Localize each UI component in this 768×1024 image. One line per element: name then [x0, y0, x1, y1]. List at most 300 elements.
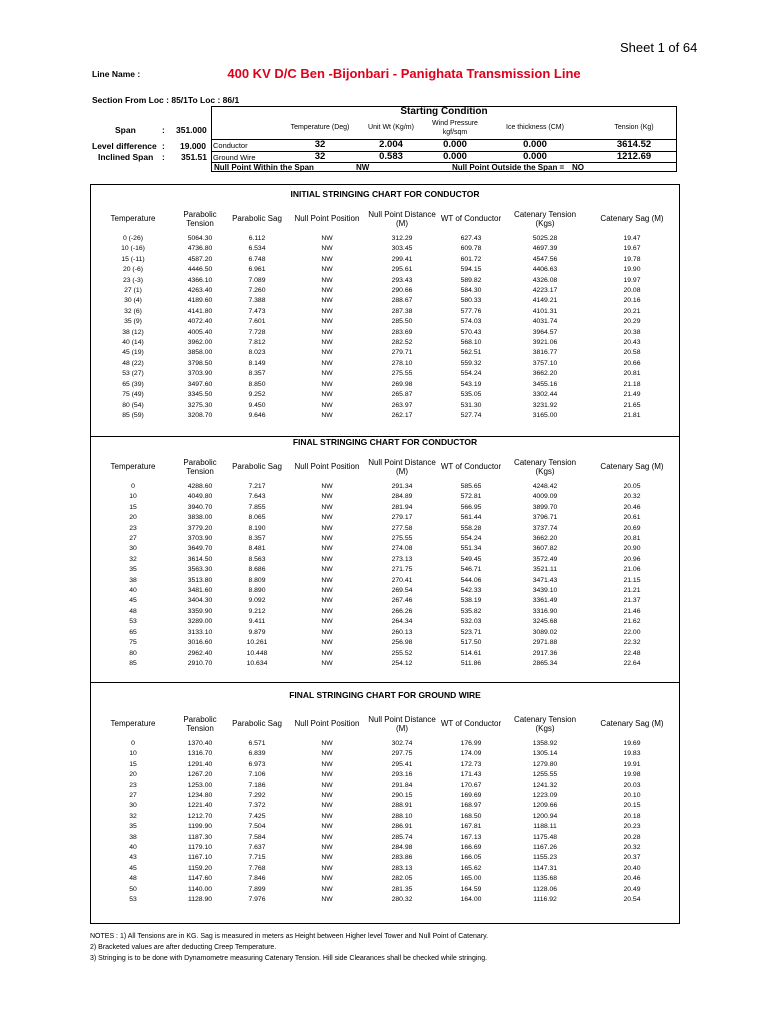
cell-catenary-tension: 3757.10	[532, 359, 558, 367]
cell-parabolic-sag: 8.481	[248, 545, 266, 553]
table-row	[92, 843, 678, 853]
cell-null-point-position: NW	[321, 597, 333, 605]
cell-temperature: 35 (9)	[124, 318, 142, 326]
cell-wt-of-conductor: 570.43	[460, 328, 482, 336]
cell-temperature: 30 (4)	[124, 297, 142, 305]
cell-null-point-distance: 277.58	[391, 524, 413, 532]
cell-wt-of-conductor: 543.19	[460, 380, 482, 388]
cell-catenary-tension: 3455.16	[532, 380, 558, 388]
cell-null-point-distance: 266.26	[391, 607, 413, 615]
header-row	[92, 204, 678, 234]
cell-temperature: 10	[129, 750, 137, 758]
cell-null-point-position: NW	[321, 628, 333, 636]
cell-catenary-sag: 22.32	[623, 639, 641, 647]
cell-catenary-sag: 20.37	[623, 854, 641, 862]
cell-null-point-position: NW	[321, 771, 333, 779]
cell-temperature: 23	[129, 781, 137, 789]
cell-wt-of-conductor: 577.76	[460, 307, 482, 315]
cell-parabolic-sag: 7.473	[248, 307, 266, 315]
header-row	[92, 709, 678, 739]
cell-null-point-position: NW	[321, 566, 333, 574]
cell-temperature: 40	[129, 844, 137, 852]
column-header-temperature: Temperature	[110, 462, 156, 472]
table-row	[92, 265, 678, 275]
cell-parabolic-tension: 1234.80	[187, 792, 213, 800]
table-row	[92, 348, 678, 358]
cell-null-point-distance: 283.69	[391, 328, 413, 336]
cell-catenary-tension: 1209.66	[532, 802, 558, 810]
cell-null-point-distance: 312.29	[391, 235, 413, 242]
note-2: 2) Bracketed values are after deducting Creep Temperature.	[90, 944, 277, 951]
cell-parabolic-tension: 4366.10	[187, 276, 213, 284]
cell-null-point-distance: 293.43	[391, 276, 413, 284]
table-row	[92, 255, 678, 265]
cell-temperature: 45	[129, 597, 137, 605]
cell-catenary-tension: 3439.10	[532, 587, 558, 595]
cell-parabolic-tension: 2910.70	[187, 659, 213, 667]
cell-catenary-tension: 3737.74	[532, 524, 558, 532]
cell-catenary-tension: 3899.70	[532, 503, 558, 511]
cell-temperature: 45 (19)	[122, 349, 144, 357]
cell-null-point-position: NW	[321, 328, 333, 336]
cell-null-point-position: NW	[321, 750, 333, 758]
cell-catenary-sag: 20.58	[623, 349, 641, 357]
cell-null-point-position: NW	[321, 740, 333, 747]
cell-wt-of-conductor: 559.32	[460, 359, 482, 367]
cell-wt-of-conductor: 572.81	[460, 493, 482, 501]
cell-temperature: 53 (27)	[122, 370, 144, 378]
cell-parabolic-sag: 6.748	[248, 255, 266, 263]
cell-null-point-distance: 278.10	[391, 359, 413, 367]
cell-catenary-tension: 4697.39	[532, 245, 558, 253]
column-header-catenary-sag: Catenary Sag (M)	[600, 462, 664, 472]
cell-parabolic-sag: 7.846	[248, 875, 266, 883]
cell-temperature: 15	[129, 503, 137, 511]
cell-parabolic-tension: 3481.60	[187, 587, 213, 595]
cell-parabolic-tension: 4288.60	[187, 483, 213, 490]
cell-parabolic-sag: 9.646	[248, 411, 266, 419]
cell-catenary-sag: 19.97	[623, 276, 641, 284]
cell-wt-of-conductor: 174.09	[460, 750, 482, 758]
cell-parabolic-sag: 6.534	[248, 245, 266, 253]
cell-null-point-position: NW	[321, 823, 333, 831]
table-row	[92, 296, 678, 306]
cell-null-point-position: NW	[321, 401, 333, 409]
cell-parabolic-tension: 3133.10	[187, 628, 213, 636]
table-row	[92, 822, 678, 832]
cell-wt-of-conductor: 554.24	[460, 370, 482, 378]
cell-temperature: 32	[129, 812, 137, 820]
cell-null-point-distance: 271.75	[391, 566, 413, 574]
cell-parabolic-tension: 1291.40	[187, 760, 213, 768]
cell-temperature: 80	[129, 649, 137, 657]
cell-parabolic-sag: 7.372	[248, 802, 266, 810]
cell-parabolic-tension: 4141.80	[187, 307, 213, 315]
cell-catenary-sag: 20.61	[623, 514, 641, 522]
cell-catenary-tension: 3607.82	[532, 545, 558, 553]
column-header-wt-of-conductor: WT of Conductor	[440, 214, 502, 224]
cell-catenary-tension: 3816.77	[532, 349, 558, 357]
header-temperature: Temperature (Deg)	[290, 124, 350, 131]
cell-parabolic-sag: 7.425	[248, 812, 266, 820]
column-header-temperature: Temperature	[110, 719, 156, 729]
cell-null-point-distance: 281.94	[391, 503, 413, 511]
cell-null-point-distance: 279.17	[391, 514, 413, 522]
cell-null-point-position: NW	[321, 864, 333, 872]
column-header-parabolic-tension: Parabolic Tension	[183, 714, 217, 733]
cell-null-point-distance: 288.67	[391, 297, 413, 305]
cell-parabolic-sag: 10.448	[246, 649, 268, 657]
final-conductor-table	[92, 452, 678, 669]
cell-null-point-position: NW	[321, 545, 333, 553]
cell-catenary-sag: 19.90	[623, 266, 641, 274]
table-row	[92, 276, 678, 286]
cell-catenary-tension: 4248.42	[532, 483, 558, 490]
cell-null-point-distance: 282.52	[391, 339, 413, 347]
cell-null-point-position: NW	[321, 276, 333, 284]
cell-catenary-tension: 1175.48	[532, 833, 558, 841]
cell-catenary-tension: 1241.32	[532, 781, 558, 789]
cell-null-point-distance: 302.74	[391, 740, 413, 747]
column-header-null-point-position: Null Point Position	[294, 462, 360, 472]
cell-parabolic-tension: 3345.50	[187, 391, 213, 399]
cell-parabolic-sag: 7.643	[248, 493, 266, 501]
null-point-within-label: Null Point Within the Span	[214, 163, 314, 172]
cell-null-point-position: NW	[321, 875, 333, 883]
cell-parabolic-sag: 10.261	[246, 639, 268, 647]
cell-null-point-distance: 290.15	[391, 792, 413, 800]
table-row	[92, 596, 678, 606]
cell-catenary-sag: 21.65	[623, 401, 641, 409]
cell-parabolic-sag: 8.890	[248, 587, 266, 595]
column-header-wt-of-conductor: WT of Conductor	[440, 719, 502, 729]
cell-wt-of-conductor: 580.33	[460, 297, 482, 305]
column-header-null-point-position: Null Point Position	[294, 214, 360, 224]
column-header-temperature: Temperature	[110, 214, 156, 224]
table-row	[92, 749, 678, 759]
cell-catenary-tension: 1223.09	[532, 792, 558, 800]
cell-temperature: 38	[129, 576, 137, 584]
cell-wt-of-conductor: 166.69	[460, 844, 482, 852]
cell-null-point-position: NW	[321, 760, 333, 768]
table-row	[92, 401, 678, 411]
cell-null-point-distance: 293.16	[391, 771, 413, 779]
cell-parabolic-sag: 7.768	[248, 864, 266, 872]
cell-wt-of-conductor: 165.00	[460, 875, 482, 883]
table-row	[92, 544, 678, 554]
cell-catenary-tension: 1155.23	[532, 854, 558, 862]
cell-catenary-sag: 21.18	[623, 380, 641, 388]
cell-catenary-sag: 20.03	[623, 781, 641, 789]
cell-catenary-tension: 1116.92	[533, 896, 557, 904]
cell-wt-of-conductor: 609.78	[460, 245, 482, 253]
cell-catenary-tension: 1255.55	[532, 771, 558, 779]
table-row	[92, 369, 678, 379]
cell-catenary-sag: 19.98	[623, 771, 641, 779]
cell-parabolic-sag: 8.563	[248, 555, 266, 563]
cell-temperature: 27	[129, 792, 137, 800]
table-row	[92, 576, 678, 586]
cell-parabolic-tension: 3275.30	[187, 401, 213, 409]
cell-parabolic-tension: 4736.80	[187, 245, 213, 253]
cell-catenary-sag: 20.40	[623, 864, 641, 872]
cell-catenary-tension: 4547.56	[532, 255, 558, 263]
cell-wt-of-conductor: 585.65	[460, 483, 482, 490]
cell-null-point-distance: 275.55	[391, 370, 413, 378]
cell-wt-of-conductor: 561.44	[460, 514, 482, 522]
cell-parabolic-sag: 6.839	[248, 750, 266, 758]
cell-catenary-sag: 20.46	[623, 875, 641, 883]
cell-null-point-distance: 295.61	[391, 266, 413, 274]
cell-wt-of-conductor: 551.34	[460, 545, 482, 553]
cell-parabolic-tension: 4446.50	[187, 266, 213, 274]
table-row	[92, 659, 678, 669]
cell-parabolic-sag: 8.357	[248, 535, 266, 543]
cell-parabolic-tension: 4072.40	[187, 318, 213, 326]
cell-parabolic-tension: 1267.20	[187, 771, 213, 779]
cell-catenary-tension: 1147.31	[532, 864, 558, 872]
cell-parabolic-tension: 3016.60	[187, 639, 213, 647]
cell-null-point-distance: 290.66	[391, 287, 413, 295]
cell-wt-of-conductor: 538.19	[460, 597, 482, 605]
cell-null-point-distance: 256.98	[391, 639, 413, 647]
conductor-wind: 0.000	[443, 139, 467, 150]
cell-parabolic-sag: 7.584	[248, 833, 266, 841]
cell-null-point-position: NW	[321, 245, 333, 253]
cell-null-point-distance: 295.41	[391, 760, 413, 768]
cell-parabolic-sag: 9.252	[248, 391, 266, 399]
table-row	[92, 649, 678, 659]
cell-catenary-tension: 2917.36	[532, 649, 558, 657]
cell-temperature: 65	[129, 628, 137, 636]
cell-catenary-sag: 21.21	[623, 587, 641, 595]
cell-parabolic-tension: 3858.00	[187, 349, 213, 357]
cell-catenary-sag: 22.00	[623, 628, 641, 636]
cell-parabolic-tension: 3563.30	[187, 566, 213, 574]
column-header-wt-of-conductor: WT of Conductor	[440, 462, 502, 472]
cell-temperature: 85 (59)	[122, 411, 144, 419]
header-tension: Tension (Kg)	[614, 124, 654, 131]
cell-parabolic-sag: 8.686	[248, 566, 266, 574]
cell-null-point-position: NW	[321, 802, 333, 810]
cell-null-point-distance: 291.84	[391, 781, 413, 789]
cell-catenary-tension: 4326.08	[532, 276, 558, 284]
cell-null-point-position: NW	[321, 792, 333, 800]
cell-wt-of-conductor: 535.05	[460, 391, 482, 399]
cell-catenary-tension: 3662.20	[532, 370, 558, 378]
cell-parabolic-tension: 3513.80	[187, 576, 213, 584]
column-header-parabolic-tension: Parabolic Tension	[183, 457, 217, 476]
cell-null-point-position: NW	[321, 555, 333, 563]
cell-null-point-distance: 269.98	[391, 380, 413, 388]
column-header-parabolic-tension: Parabolic Tension	[183, 209, 217, 228]
cell-parabolic-tension: 1253.00	[187, 781, 213, 789]
cell-null-point-position: NW	[321, 833, 333, 841]
cell-null-point-distance: 285.74	[391, 833, 413, 841]
cell-parabolic-tension: 3289.00	[187, 618, 213, 626]
cell-catenary-sag: 20.90	[623, 545, 641, 553]
cell-parabolic-sag: 7.217	[248, 483, 266, 490]
cell-wt-of-conductor: 549.45	[460, 555, 482, 563]
cell-null-point-position: NW	[321, 587, 333, 595]
cell-parabolic-sag: 7.292	[248, 792, 266, 800]
cell-null-point-position: NW	[321, 359, 333, 367]
cell-catenary-tension: 1135.68	[532, 875, 558, 883]
cell-catenary-tension: 2865.34	[532, 659, 558, 667]
cell-null-point-position: NW	[321, 576, 333, 584]
cell-parabolic-tension: 1199.90	[187, 823, 213, 831]
table-row	[92, 390, 678, 400]
cell-catenary-tension: 1167.26	[532, 844, 558, 852]
cell-parabolic-tension: 3703.90	[187, 535, 213, 543]
cell-null-point-position: NW	[321, 255, 333, 263]
cell-catenary-sag: 21.06	[623, 566, 641, 574]
cell-catenary-sag: 20.29	[623, 318, 641, 326]
cell-null-point-distance: 255.52	[391, 649, 413, 657]
cell-catenary-tension: 3964.57	[532, 328, 558, 336]
table-row	[92, 555, 678, 565]
cell-wt-of-conductor: 172.73	[460, 760, 482, 768]
ground-wire-ice: 0.000	[523, 151, 547, 162]
cell-wt-of-conductor: 527.74	[460, 411, 482, 419]
cell-null-point-distance: 274.08	[391, 545, 413, 553]
cell-catenary-sag: 21.46	[623, 607, 641, 615]
cell-parabolic-tension: 3838.00	[187, 514, 213, 522]
cell-null-point-distance: 285.50	[391, 318, 413, 326]
cell-parabolic-sag: 8.149	[248, 359, 266, 367]
cell-temperature: 48	[129, 875, 137, 883]
cell-temperature: 45	[129, 864, 137, 872]
table-row	[92, 739, 678, 749]
conductor-ice: 0.000	[523, 139, 547, 150]
cell-temperature: 30	[129, 802, 137, 810]
cell-catenary-tension: 3921.06	[532, 339, 558, 347]
cell-null-point-position: NW	[321, 639, 333, 647]
span-value: 351.000	[176, 125, 207, 135]
table-row	[92, 359, 678, 369]
cell-temperature: 35	[129, 823, 137, 831]
column-header-catenary-tension: Catenary Tension (Kgs)	[513, 714, 577, 733]
cell-temperature: 27	[129, 535, 137, 543]
cell-parabolic-tension: 1167.10	[187, 854, 213, 862]
cell-catenary-sag: 20.69	[623, 524, 641, 532]
cell-wt-of-conductor: 514.61	[460, 649, 482, 657]
cell-parabolic-tension: 4005.40	[187, 328, 213, 336]
cell-null-point-position: NW	[321, 493, 333, 501]
table-row	[92, 853, 678, 863]
cell-wt-of-conductor: 531.30	[460, 401, 482, 409]
column-header-catenary-sag: Catenary Sag (M)	[600, 214, 664, 224]
cell-catenary-sag: 22.64	[623, 659, 641, 667]
column-header-null-point-distance: Null Point Distance (M)	[368, 209, 436, 228]
cell-null-point-distance: 264.34	[391, 618, 413, 626]
cell-wt-of-conductor: 554.24	[460, 535, 482, 543]
cell-catenary-tension: 1305.14	[532, 750, 558, 758]
cell-temperature: 15 (-11)	[121, 255, 145, 263]
cell-null-point-position: NW	[321, 535, 333, 543]
cell-wt-of-conductor: 164.00	[460, 896, 482, 904]
cell-parabolic-sag: 8.065	[248, 514, 266, 522]
cell-null-point-position: NW	[321, 781, 333, 789]
cell-null-point-distance: 303.45	[391, 245, 413, 253]
header-row	[92, 452, 678, 482]
cell-catenary-tension: 3231.92	[532, 401, 558, 409]
cell-parabolic-tension: 5064.30	[187, 235, 213, 242]
cell-catenary-sag: 21.15	[623, 576, 641, 584]
null-point-outside-value: NO	[572, 163, 584, 172]
cell-catenary-sag: 20.21	[623, 307, 641, 315]
cell-parabolic-sag: 8.190	[248, 524, 266, 532]
cell-catenary-tension: 4101.31	[532, 307, 558, 315]
cell-null-point-position: NW	[321, 885, 333, 893]
cell-parabolic-tension: 3798.50	[187, 359, 213, 367]
cell-parabolic-tension: 1140.00	[187, 885, 213, 893]
level-difference-value: 19.000	[180, 141, 206, 151]
span-colon: :	[162, 125, 165, 135]
cell-parabolic-sag: 7.715	[248, 854, 266, 862]
cell-wt-of-conductor: 168.97	[460, 802, 482, 810]
table-row	[92, 791, 678, 801]
initial-conductor-table	[92, 204, 678, 421]
cell-temperature: 0 (-26)	[122, 235, 144, 242]
cell-parabolic-sag: 7.089	[248, 276, 266, 284]
cell-null-point-position: NW	[321, 391, 333, 399]
null-point-within-value: NW	[356, 163, 370, 172]
cell-catenary-sag: 21.49	[623, 391, 641, 399]
cell-catenary-sag: 19.67	[623, 245, 641, 253]
cell-catenary-sag: 20.32	[623, 844, 641, 852]
cell-catenary-sag: 20.46	[623, 503, 641, 511]
table-row	[92, 524, 678, 534]
cell-catenary-tension: 3089.02	[532, 628, 558, 636]
table-row	[92, 565, 678, 575]
cell-catenary-sag: 20.38	[623, 328, 641, 336]
conductor-label: Conductor	[213, 141, 248, 150]
cell-null-point-distance: 282.05	[391, 875, 413, 883]
cell-catenary-tension: 4149.21	[532, 297, 558, 305]
cell-null-point-position: NW	[321, 411, 333, 419]
page-title: 400 KV D/C Ben -Bijonbari - Panighata Transmission Line	[227, 66, 581, 81]
sheet-number: Sheet 1 of 64	[620, 40, 698, 55]
cell-null-point-distance: 297.75	[391, 750, 413, 758]
ground-wire-temperature: 32	[314, 151, 326, 162]
cell-null-point-distance: 291.34	[391, 483, 413, 490]
cell-wt-of-conductor: 170.67	[460, 781, 482, 789]
cell-null-point-position: NW	[321, 514, 333, 522]
cell-parabolic-sag: 9.411	[248, 618, 266, 626]
column-header-parabolic-sag: Parabolic Sag	[232, 719, 282, 729]
cell-parabolic-tension: 3208.70	[187, 411, 213, 419]
ground-wire-table	[92, 709, 678, 906]
cell-catenary-sag: 20.18	[623, 812, 641, 820]
cell-catenary-tension: 3245.68	[532, 618, 558, 626]
cell-parabolic-tension: 1221.40	[187, 802, 213, 810]
table-row	[92, 307, 678, 317]
header-wind-pressure: Wind Pressure kgf/sqm	[432, 120, 478, 136]
cell-temperature: 30	[129, 545, 137, 553]
cell-null-point-position: NW	[321, 618, 333, 626]
header-ice-thickness: Ice thickness (CM)	[506, 124, 564, 131]
notes	[90, 931, 488, 964]
cell-null-point-distance: 269.54	[391, 587, 413, 595]
cell-catenary-sag: 20.15	[623, 802, 641, 810]
cell-null-point-distance: 262.17	[391, 411, 413, 419]
ground-wire-title: FINAL STRINGING CHART FOR GROUND WIRE	[289, 690, 481, 700]
cell-temperature: 38 (12)	[122, 328, 144, 336]
cell-catenary-tension: 1358.92	[532, 740, 558, 747]
cell-parabolic-tension: 1212.70	[187, 812, 213, 820]
cell-wt-of-conductor: 594.15	[460, 266, 482, 274]
